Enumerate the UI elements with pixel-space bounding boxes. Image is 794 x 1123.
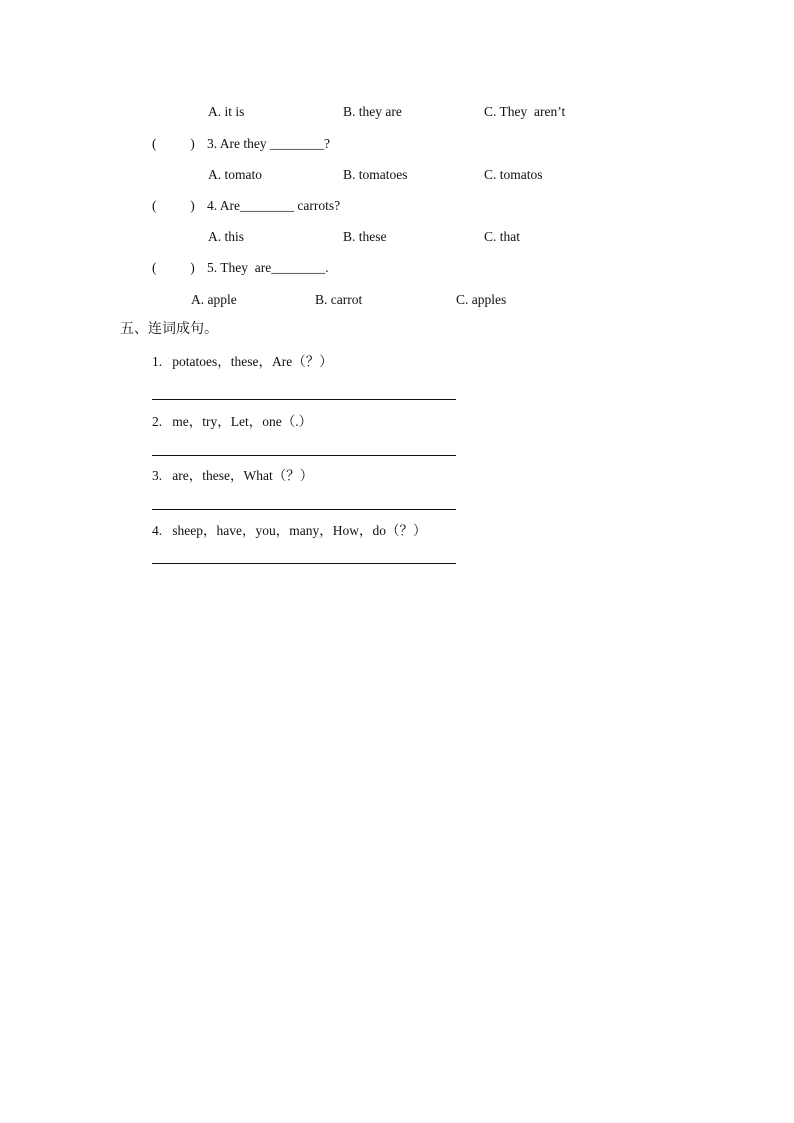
q4-stem: 4. Are________ carrots? [207,198,341,213]
q4-option-c: C. that [484,229,520,244]
q5-option-c: C. apples [456,292,507,307]
q4-option-a: A. this [208,229,245,244]
q5-answer-bracket: ( ) [152,260,195,275]
q3-option-a: A. tomato [208,167,262,182]
q2-option-c: C. They aren’t [484,104,566,119]
q5-option-a: A. apple [191,292,237,307]
q4-answer-bracket: ( ) [152,198,195,213]
q3-stem: 3. Are they ________? [207,136,330,151]
q5-option-b: B. carrot [315,292,363,307]
ordering-answer-line-1[interactable] [152,399,456,400]
ordering-answer-line-3[interactable] [152,509,456,510]
ordering-answer-line-4[interactable] [152,563,456,564]
section-five-heading: 五、连词成句。 [120,321,218,337]
ordering-item-1: 1. potatoes，these，Are（？） [152,354,333,369]
q2-option-a: A. it is [208,104,245,119]
q5-stem: 5. They are________. [207,260,329,275]
ordering-answer-line-2[interactable] [152,455,456,456]
ordering-item-2: 2. me，try，Let，one（.） [152,414,313,429]
q2-option-b: B. they are [343,104,402,119]
q3-option-b: B. tomatoes [343,167,408,182]
q3-option-c: C. tomatos [484,167,543,182]
q3-answer-bracket: ( ) [152,136,195,151]
ordering-item-4: 4. sheep，have，you，many，How，do（？） [152,523,427,538]
q4-option-b: B. these [343,229,387,244]
ordering-item-3: 3. are，these，What（？） [152,468,314,483]
